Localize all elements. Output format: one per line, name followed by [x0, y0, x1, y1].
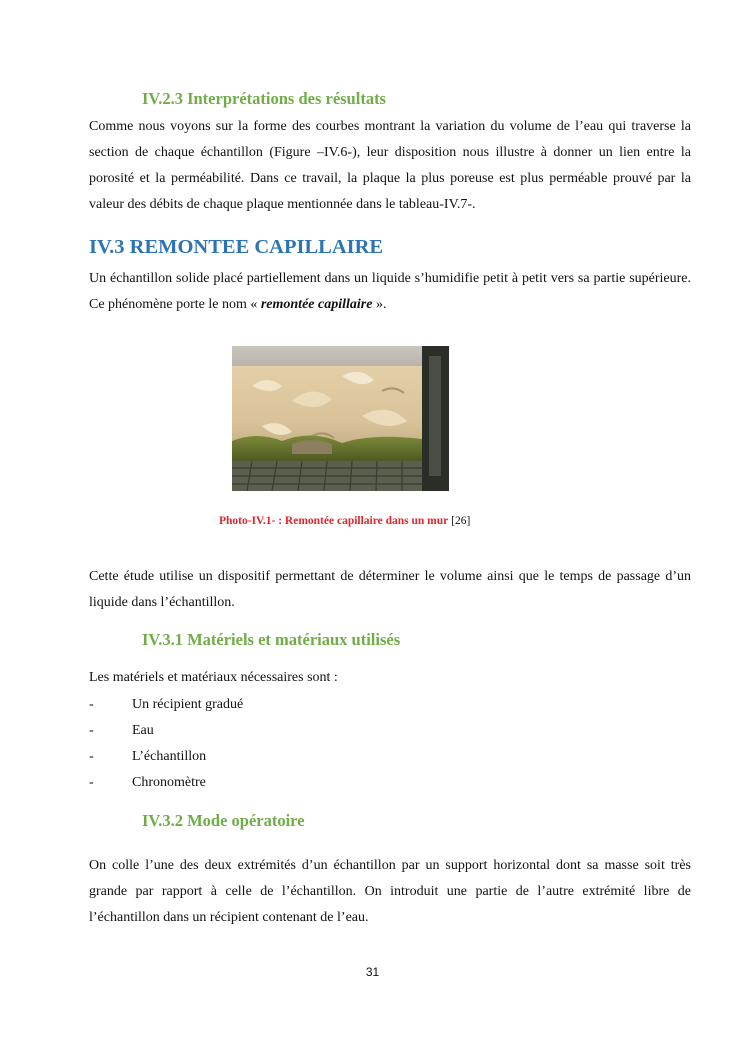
study-paragraph: Cette étude utilise un dispositif permettant de déterminer le volume ainsi que le temps de passage d’un liquide dans l’échantillon.: [89, 569, 691, 610]
procedure-paragraph: On colle l’une des deux extrémités d’un échantillon par un support horizontal dont sa masse soit très grande par rapport à celle de l’échantillon. On introduit une partie de l’autre extrémité libre de l’échantillon dans un récipient contenant de l’eau.: [89, 858, 691, 925]
list-bullet: -: [89, 749, 94, 764]
photo-caption-label: Photo-IV.1- : Remontée capillaire dans un mur: [219, 515, 449, 527]
intro-text: Un échantillon solide placé partiellement dans un liquide s’humidifie petit à petit vers sa partie supérieure. Ce phénomène porte le nom «: [89, 271, 691, 312]
list-bullet: -: [89, 697, 94, 712]
page-number: 31: [365, 965, 380, 979]
list-item-text: L’échantillon: [132, 749, 207, 764]
intro-emphasis: remontée capillaire: [260, 297, 373, 312]
section-heading-iv-2-3: IV.2.3 Interprétations des résultats: [142, 89, 386, 108]
list-item-text: Eau: [132, 723, 154, 738]
capillary-wall-photo: [232, 346, 449, 491]
list-item-text: Chronomètre: [132, 775, 206, 790]
list-item-text: Un récipient gradué: [132, 697, 244, 712]
section-heading-iv-3-2: IV.3.2 Mode opératoire: [142, 811, 305, 830]
section-heading-iv-3: IV.3 REMONTEE CAPILLAIRE: [89, 236, 384, 258]
capillary-intro-paragraph: [89, 266, 691, 318]
photo-caption-reference: [26]: [448, 515, 471, 527]
section-heading-iv-3-1: IV.3.1 Matériels et matériaux utilisés: [142, 630, 401, 649]
list-bullet: -: [89, 723, 94, 738]
intro-end: ».: [372, 297, 387, 312]
list-bullet: -: [89, 775, 94, 790]
photo-caption: [219, 515, 470, 527]
materials-intro: Les matériels et matériaux nécessaires sont :: [89, 670, 338, 685]
interpretation-paragraph: Comme nous voyons sur la forme des courbes montrant la variation du volume de l’eau qui traverse la section de chaque échantillon (Figure –IV.6-), leur disposition nous illustre à donner un lien entre la porosité et la perméabilité. Dans ce travail, la plaque la plus poreuse est plus perméable prouvé par la valeur des débits de chaque plaque mentionnée dans le tableau-IV.7-.: [89, 119, 691, 212]
